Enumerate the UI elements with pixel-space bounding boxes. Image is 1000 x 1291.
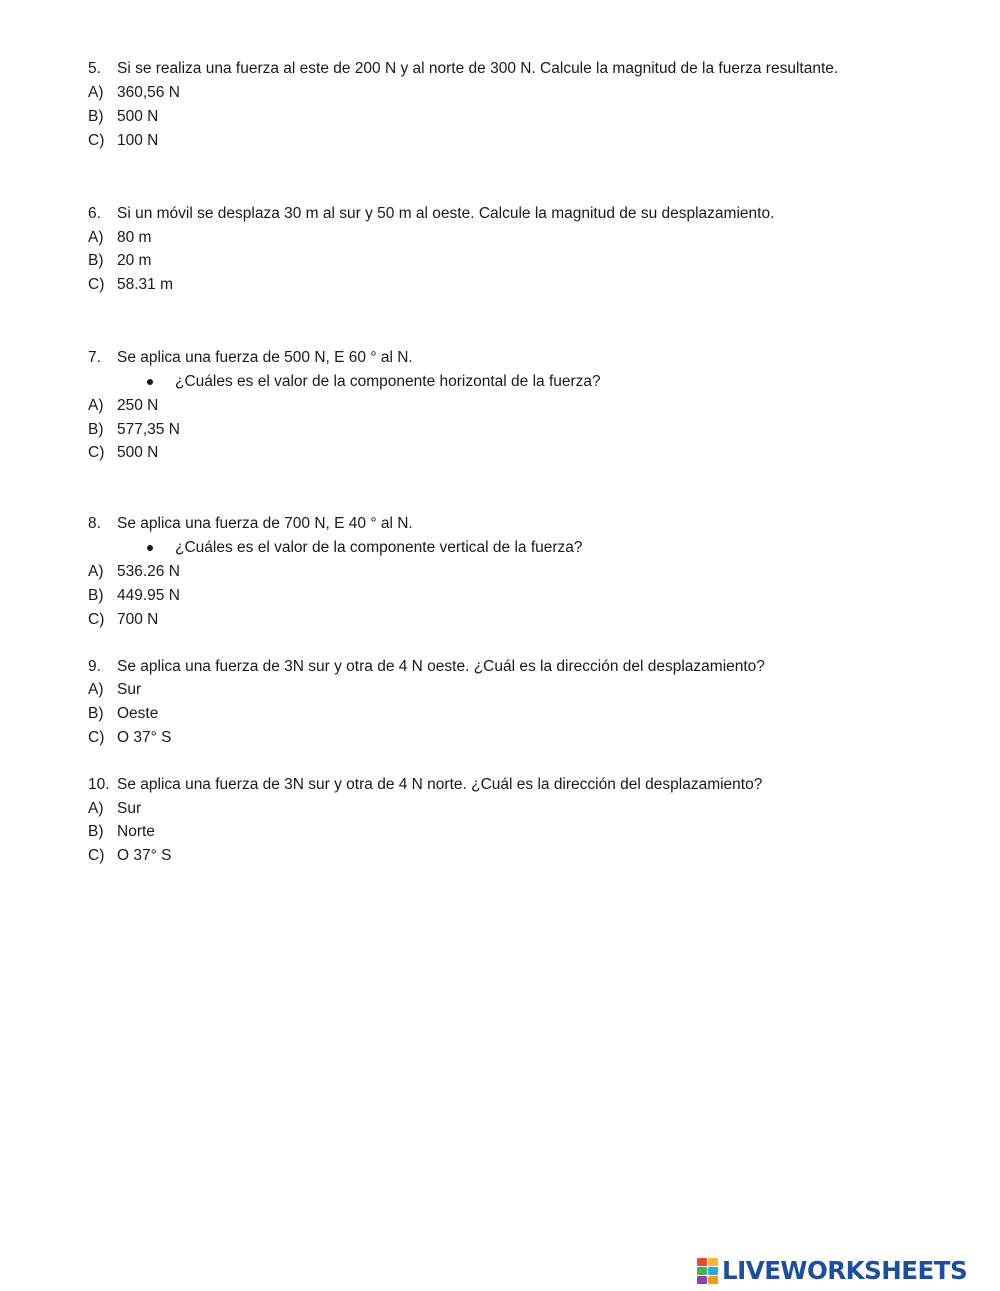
- option-text: Oeste: [117, 705, 159, 722]
- option-letter: A): [88, 397, 104, 414]
- sub-question-text: ¿Cuáles es el valor de la componente vertical de la fuerza?: [175, 539, 583, 556]
- question-number: 9.: [88, 658, 101, 675]
- option-letter: B): [88, 108, 104, 125]
- option-text: Sur: [117, 681, 142, 698]
- option-letter: A): [88, 229, 104, 246]
- question-number: 6.: [88, 205, 101, 222]
- question-text: Si se realiza una fuerza al este de 200 N y al norte de 300 N. Calcule la magnitud de la fuerza resultante.: [117, 60, 839, 77]
- option-letter: B): [88, 587, 104, 604]
- question-number: 10.: [88, 776, 110, 793]
- option-text: 80 m: [117, 229, 152, 246]
- option-text: 449.95 N: [117, 587, 180, 604]
- option-letter: B): [88, 705, 104, 722]
- option-text: 100 N: [117, 132, 159, 149]
- option-letter: C): [88, 444, 105, 461]
- option-text: O 37° S: [117, 729, 172, 746]
- option-text: Norte: [117, 823, 155, 840]
- sub-question-text: ¿Cuáles es el valor de la componente horizontal de la fuerza?: [175, 373, 601, 390]
- option-text: 577,35 N: [117, 421, 180, 438]
- option-text: O 37° S: [117, 847, 172, 864]
- option-letter: C): [88, 276, 105, 293]
- question-text: Se aplica una fuerza de 3N sur y otra de 4 N norte. ¿Cuál es la dirección del desplazamiento?: [117, 776, 763, 793]
- logo-text: LIVEWORKSHEETS: [722, 1256, 968, 1285]
- option-letter: C): [88, 611, 105, 628]
- option-text: 700 N: [117, 611, 159, 628]
- option-text: 58.31 m: [117, 276, 174, 293]
- option-text: 500 N: [117, 108, 159, 125]
- option-letter: B): [88, 421, 104, 438]
- option-letter: C): [88, 132, 105, 149]
- bullet-icon: [147, 379, 153, 385]
- question-text: Se aplica una fuerza de 500 N, E 60 ° al N.: [117, 349, 413, 366]
- question-text: Si un móvil se desplaza 30 m al sur y 50 m al oeste. Calcule la magnitud de su desplazamiento.: [117, 205, 775, 222]
- question-number: 5.: [88, 60, 101, 77]
- bullet-icon: [147, 545, 153, 551]
- option-letter: A): [88, 563, 104, 580]
- option-text: 500 N: [117, 444, 159, 461]
- option-letter: B): [88, 823, 104, 840]
- option-letter: C): [88, 847, 105, 864]
- option-letter: A): [88, 84, 104, 101]
- question-text: Se aplica una fuerza de 3N sur y otra de 4 N oeste. ¿Cuál es la dirección del desplazamiento?: [117, 658, 765, 675]
- option-letter: C): [88, 729, 105, 746]
- liveworksheets-logo[interactable]: [697, 1258, 967, 1284]
- option-text: 250 N: [117, 397, 159, 414]
- option-text: Sur: [117, 800, 142, 817]
- question-text: Se aplica una fuerza de 700 N, E 40 ° al N.: [117, 515, 413, 532]
- option-text: 536.26 N: [117, 563, 180, 580]
- option-text: 360,56 N: [117, 84, 180, 101]
- logo-blocks-icon: [697, 1258, 718, 1284]
- question-number: 8.: [88, 515, 101, 532]
- option-text: 20 m: [117, 252, 152, 269]
- option-letter: A): [88, 681, 104, 698]
- question-number: 7.: [88, 349, 101, 366]
- option-letter: B): [88, 252, 104, 269]
- option-letter: A): [88, 800, 104, 817]
